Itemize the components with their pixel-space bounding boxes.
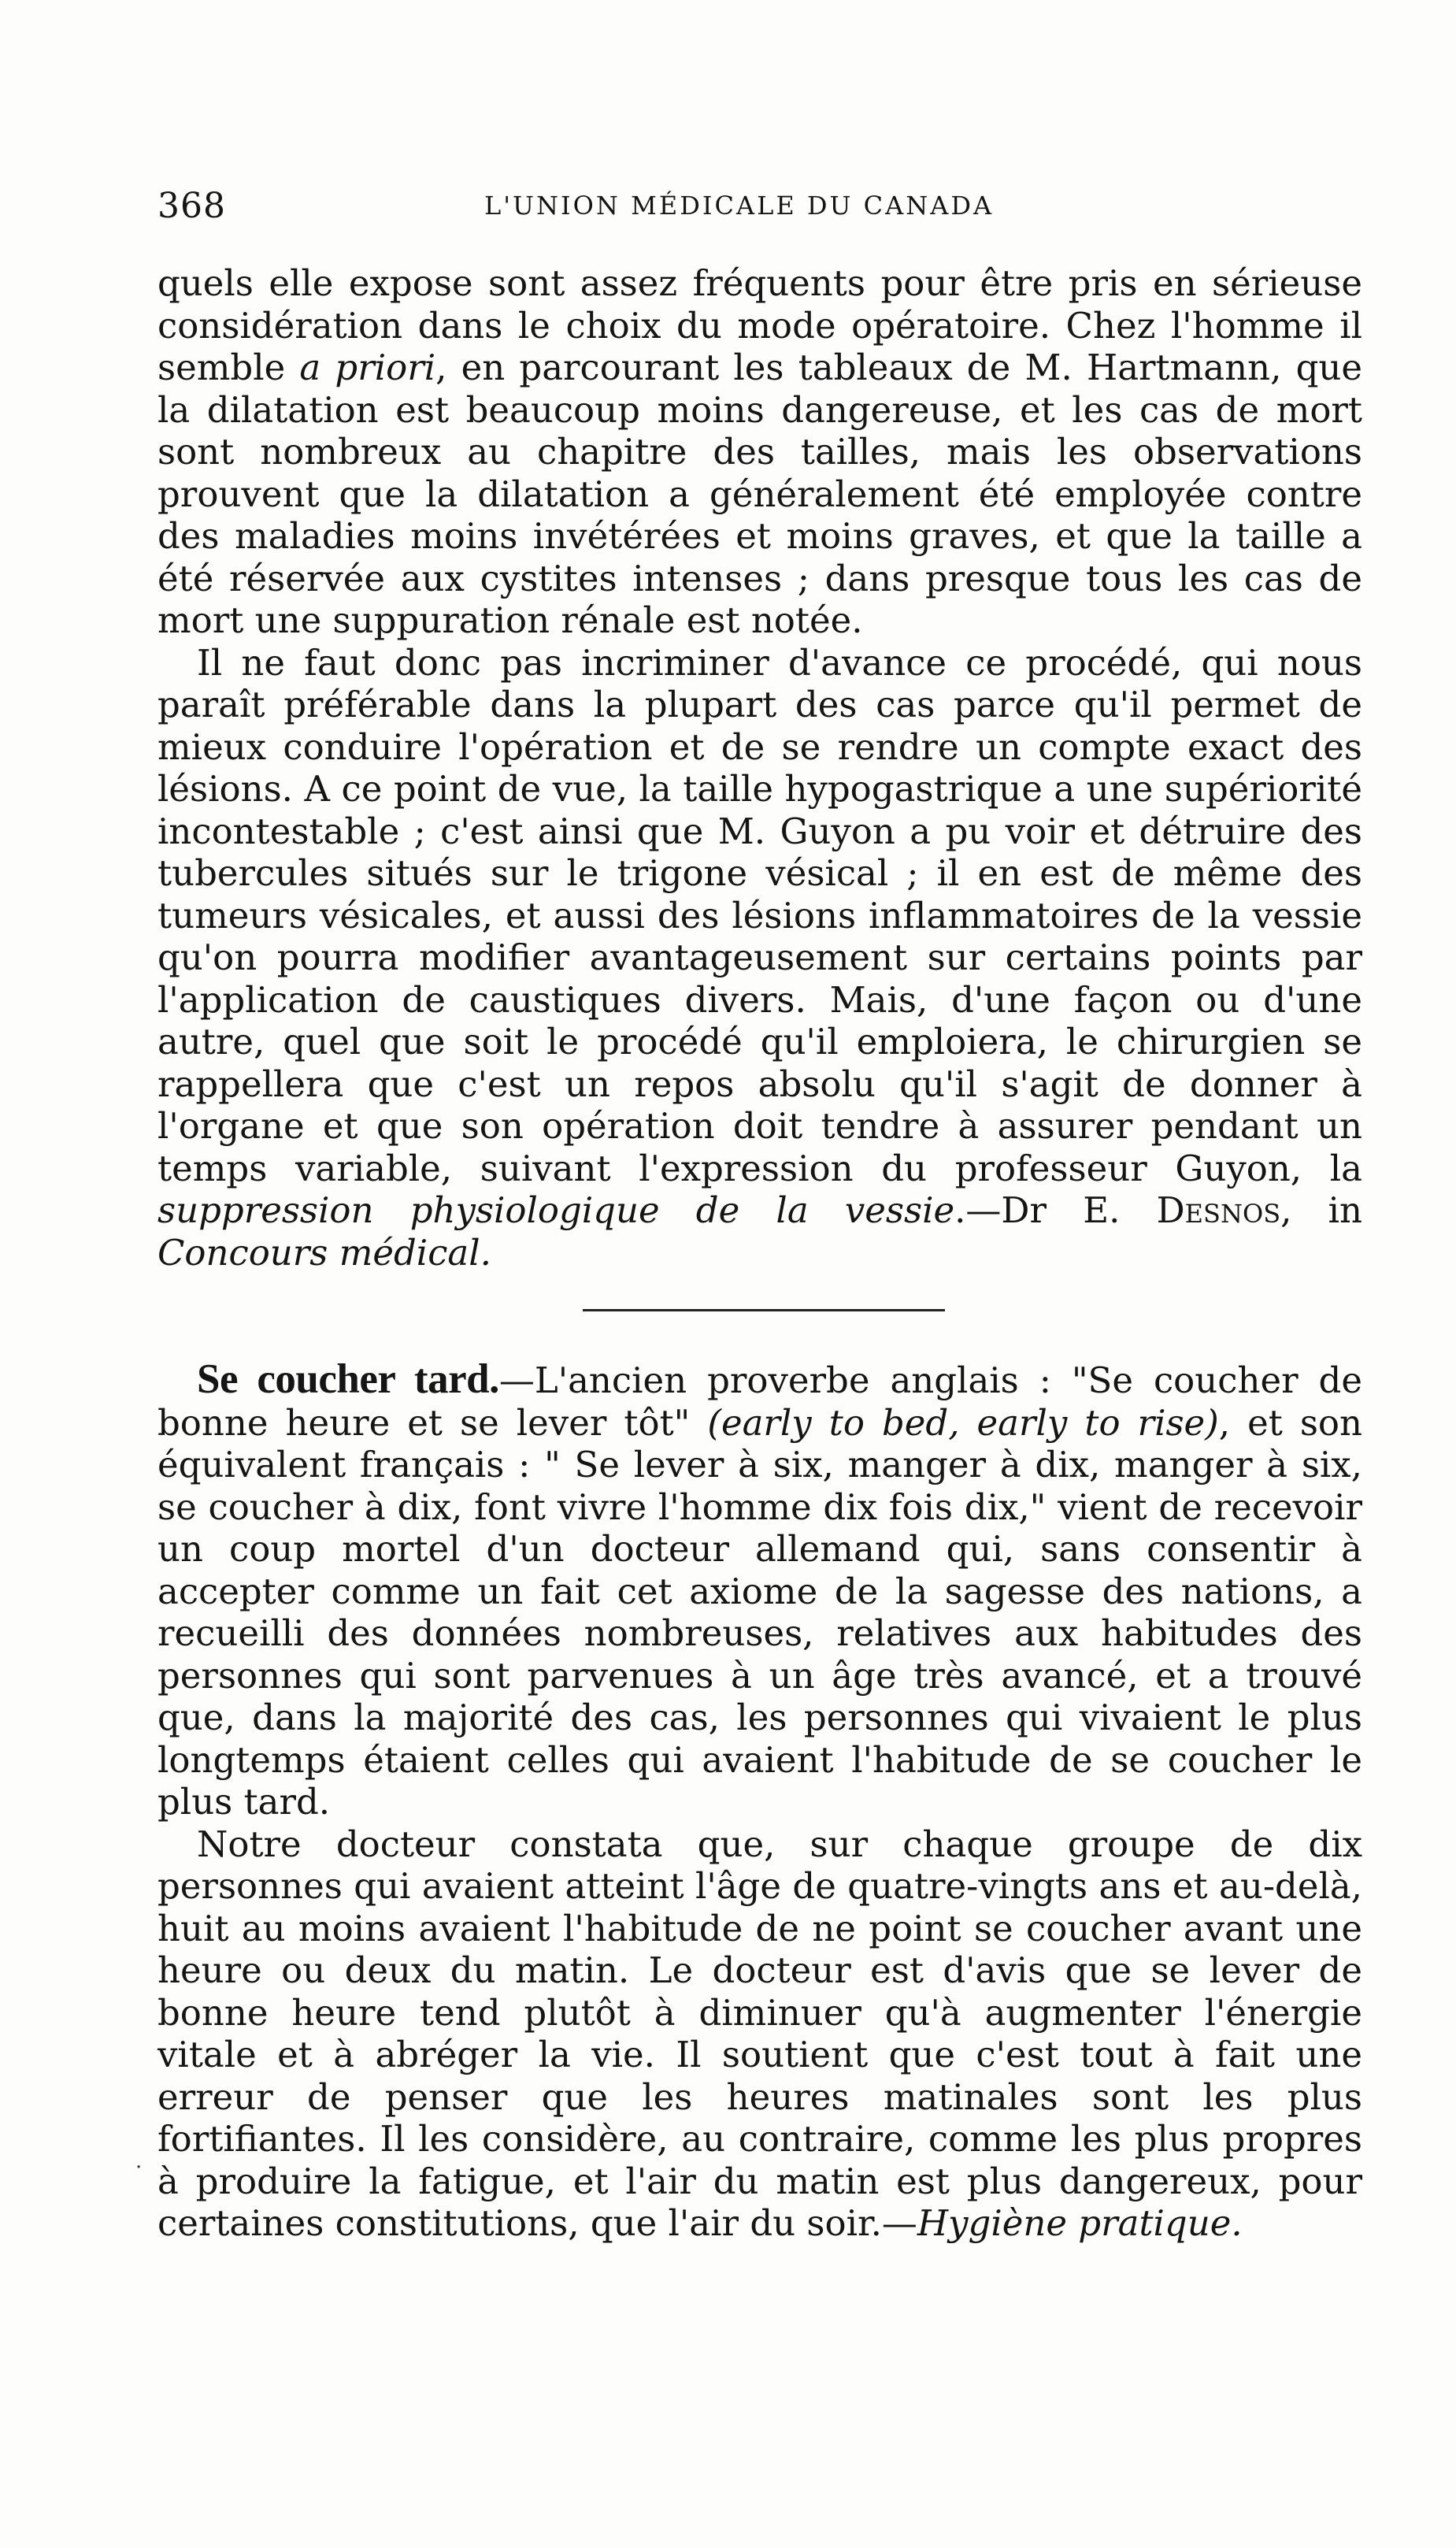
paragraph-taille-hypogastrique <box>157 642 1362 1274</box>
article-cystite-continuation <box>157 262 1362 1274</box>
text-run: quels elle expose sont assez fréquents pour être pris en sérieuse considération dans le choix du mode opératoire. Chez l'homme il semble <box>157 262 1362 388</box>
article-se-coucher-tard <box>157 1356 1362 2245</box>
source-citation: Concours médical. <box>157 1231 491 1274</box>
section-divider <box>583 1309 945 1311</box>
source-citation: Hygiène pratique. <box>917 2202 1243 2244</box>
paragraph-proverbe <box>157 1356 1362 1823</box>
text-run: , in <box>1280 1189 1363 1231</box>
text-run: , en parcourant les tableaux de M. Hartmann, que la dilatation est beaucoup moins dangereuse, et les cas de mort sont nombreux au chapitre des tailles, mais les observations prouvent que la dilatation a généralement été employée contre des maladies moins invétérées et moins graves, et que la taille a été réservée aux cystites intenses ; dans presque tous les cas de mort une suppuration rénale est notée. <box>157 347 1362 641</box>
journal-title: L'UNION MÉDICALE DU CANADA <box>484 191 995 221</box>
text-run: , et son équivalent français : " Se lever à six, manger à dix, manger à six, se coucher à dix, font vivre l'homme dix fois dix," vient de recevoir un coup mortel d'un docteur allemand qui, sans consentir à accepter comme un fait cet axiome de la sagesse des nations, a recueilli des données nombreuses, relatives aux habitudes des personnes qui sont parvenues à un âge très avancé, et a trouvé que, dans la majorité des cas, les personnes qui vivaient le plus longtemps étaient celles qui avaient l'habitude de se coucher le plus tard. <box>157 1401 1362 1823</box>
text-run: Il ne faut donc pas incriminer d'avance ce procédé, qui nous paraît préférable dans la plupart des cas parce qu'il permet de mieux conduire l'opération et de se rendre un compte exact des lésions. A ce point de vue, la taille hypogastrique a une supériorité incontestable ; c'est ainsi que M. Guyon a pu voir et détruire des tubercules situés sur le trigone vésical ; il en est de même des tumeurs vésicales, et aussi des lésions inflammatoires de la vessie qu'on pourra modifier avantageusement sur certains points par l'application de caustiques divers. Mais, d'une façon ou d'une autre, quel que soit le procédé qu'il emploiera, le chirurgien se rappellera que c'est un repos absolu qu'il s'agit de donner à l'organe et que son opération doit tendre à assurer pendant un temps variable, suivant l'expression du professeur Guyon, la <box>157 641 1362 1189</box>
text-run: —L'ancien proverbe anglais : "Se coucher de bonne heure et se lever tôt" <box>157 1359 1362 1444</box>
author-name: Desnos <box>1156 1189 1281 1231</box>
paragraph-docteur <box>157 1823 1362 2245</box>
running-head <box>157 186 1047 233</box>
page-number: 368 <box>157 186 226 226</box>
text-run: Notre docteur constata que, sur chaque groupe de dix personnes qui avaient atteint l'âge de quatre-vingts ans et au-delà, huit au moins avaient l'habitude de ne point se coucher avant une heure ou deux du matin. Le docteur est d'avis que se lever de bonne heure tend plutôt à diminuer qu'à augmenter l'énergie vitale et à abréger la vie. Il soutient que c'est tout à fait une erreur de penser que les heures matinales sont les plus fortifiantes. Il les considère, au contraire, comme les plus propres à produire la fatigue, et l'air du matin est plus dangereux, pour certaines constitutions, que l'air du soir.— <box>157 1823 1362 2244</box>
italic-run: suppression physiologique de la vessie <box>157 1189 955 1231</box>
article-headline: Se coucher tard. <box>197 1356 499 1402</box>
italic-run: a priori <box>299 347 436 388</box>
text-run: .—Dr E. <box>954 1189 1157 1231</box>
margin-mark: · <box>135 2156 143 2179</box>
paragraph-dilatation <box>157 262 1362 642</box>
italic-run: (early to bed, early to rise) <box>707 1401 1219 1444</box>
